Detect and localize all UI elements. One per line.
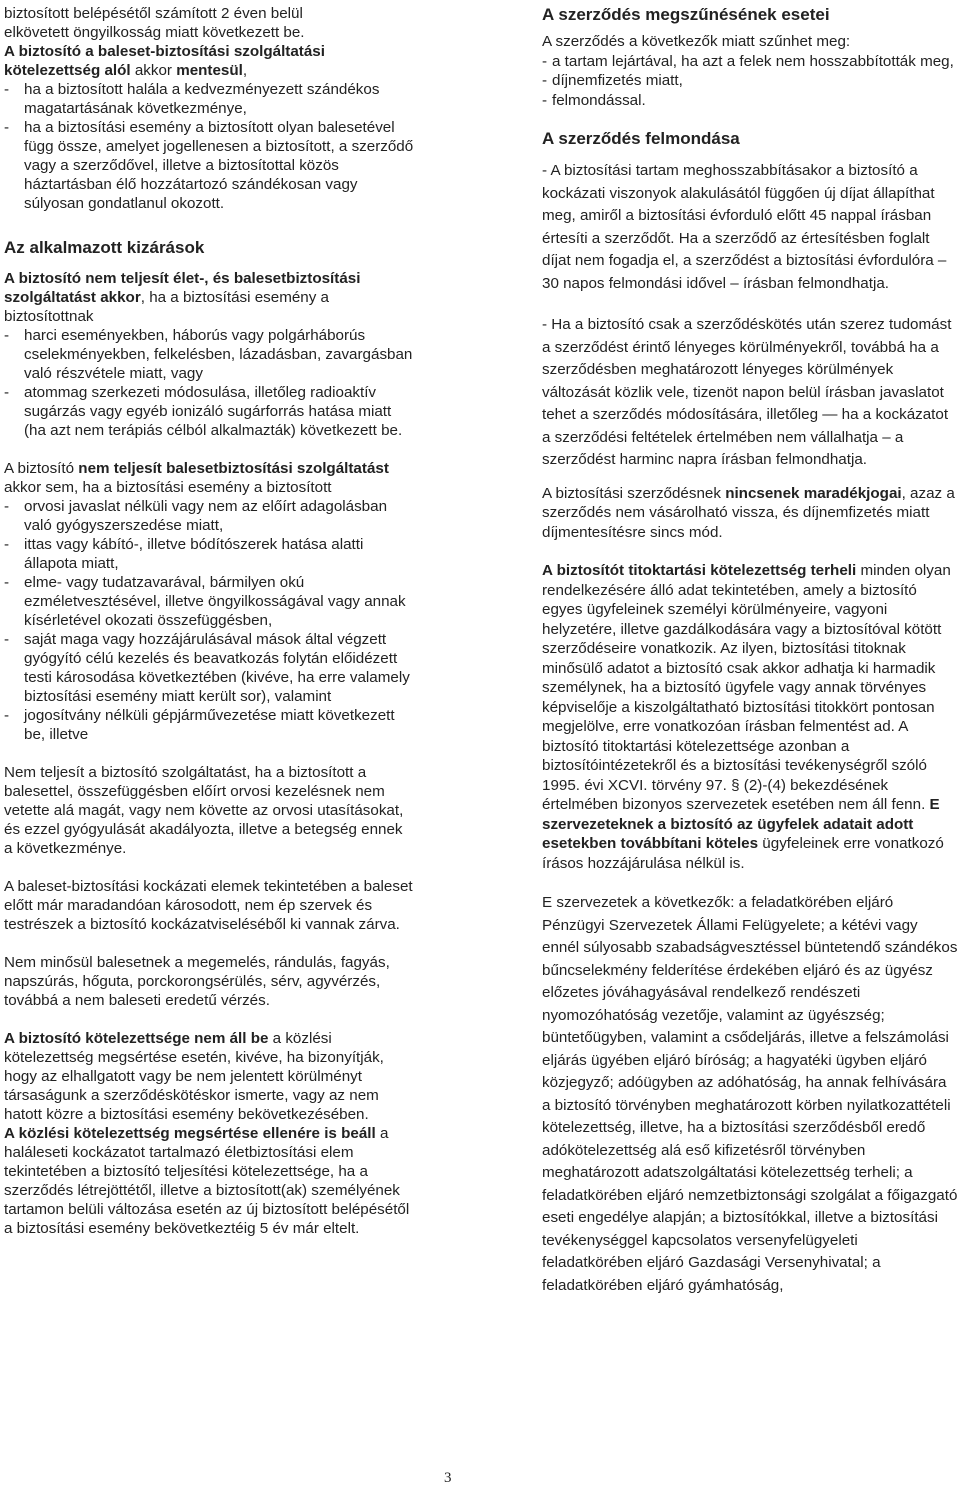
termination-item-text: felmondással. bbox=[552, 91, 646, 109]
disclosure-bold: A biztosító kötelezettsége nem áll be bbox=[4, 1030, 269, 1047]
cancellation-paragraph-2: - Ha a biztosító csak a szerződéskötés után szerez tudomást a szerződést érintő lényeges körülményekről, továbbá ha a szerződésben meghatározott lényeges körülmények változását közlik vele, tizenöt napon belül írásban javaslatot tehet a szerződés módosítására, illetőleg — ha a kockázatot a szerződési feltételek értelmében nem vállalhatja – a szerződést harminc napra írásban felmondhatja. bbox=[542, 316, 952, 468]
disclosure-plain: a közlési kötelezettség megsértése esetén, kivéve, ha bizonyítják, hogy az elhallgatott vagy be nem jelentett körülményt társaságunk a szerződéskötéskor ismerte, vagy az nem hatott közre a biztosítási esemény bekövetkezésében. bbox=[4, 1030, 384, 1123]
accident-item-text: jogosítvány nélküli gépjárművezetése miatt következett be, illetve bbox=[24, 707, 395, 743]
paragraph-no-residual-rights bbox=[542, 484, 958, 543]
exemption-lead-bold: A biztosító a baleset-biztosítási szolgáltatási kötelezettség alól bbox=[4, 43, 325, 79]
secrecy-bold2: E szervezeteknek a biztosító az ügyfelek adatait adott esetekben továbbítani köteles bbox=[542, 796, 940, 852]
exemption-item: - ha a biztosítási esemény a biztosított olyan balesetével függ össze, amelyet jogellenesen a biztosított, a szerződő vagy a szerződővel, illetve a biztosítottal közös háztartásban élő hozzátartozó szándékosan vagy súlyosan gondatlanul okozott. bbox=[4, 119, 414, 212]
exclusion-item: - atommag szerkezeti módosulása, illetőleg radioaktív sugárzás vagy egyéb ionizáló sugárforrás hatása miatt (ha azt nem terápiás célból alkalmazták) következett be. bbox=[4, 384, 403, 439]
secrecy-plain: minden olyan rendelkezésére álló adat tekintetében, amely a biztosító egyes ügyfeleinek személyi körülményeire, vagyoni helyzetére, illetve gazdálkodására vagy a biztosítóval kötött szerződéseire vonatkozik. Az ilyen, biztosítási titoknak minősülő adatot a biztosító csak akkor adhatja ki harmadik személynek, ha a biztosító ügyfele vagy annak törvényes képviselője a kiszolgáltatható biztosítási titokkört pontosan megjelölve, erre vonatkozóan írásban felmentést ad. A biztosító titoktartási kötelezettsége azonban a biztosítóintézetekről és a biztosítási tevékenységről szóló 1995. évi XCVI. törvény 97. § (2)-(4) bekezdésének értelmében bizonyos szervezetek esetében nem áll fenn. bbox=[542, 562, 951, 813]
termination-item: - díjnemfizetés miatt, bbox=[542, 72, 683, 89]
residual-bold: nincsenek maradékjogai bbox=[725, 484, 902, 502]
exclusions-accident-plain2: akkor sem, ha a biztosítási esemény a biztosított bbox=[4, 479, 332, 496]
paragraph-damaged-organs: A baleset-biztosítási kockázati elemek tekintetében a baleset előtt már maradandóan károsodott, nem ép szervek és testrészek a biztosító kockázatviseléséből ki vannak zárva. bbox=[4, 878, 413, 933]
exclusions-life-bold: A biztosító nem teljesít élet-, és balesetbiztosítási szolgáltatást akkor bbox=[4, 270, 361, 306]
termination-item: - felmondással. bbox=[542, 91, 646, 109]
accident-item-text: elme- vagy tudatzavarával, bármilyen okú ezméletvesztésével, illetve öngyilkosságával vagy annak kísérletével okozati összefüggésben, bbox=[24, 574, 406, 629]
accident-item: - jogosítvány nélküli gépjárművezetése miatt következett be, illetve bbox=[4, 707, 395, 743]
page-number: 3 bbox=[444, 1470, 452, 1486]
exemption-lead-plain: akkor bbox=[130, 62, 177, 79]
paragraph-exclusions-life bbox=[4, 269, 414, 326]
accident-item: - saját maga vagy hozzájárulásával mások által végzett gyógyító célú kezelés és beavatkozás folytán előidézett testi károsodása következtében (kivéve, ha erre valamely biztosítási esemény miatt került sor), valamint bbox=[4, 631, 410, 705]
intro-line-1: biztosított belépésétől számított 2 éven belül bbox=[4, 5, 303, 22]
heading-exclusions: Az alkalmazott kizárások bbox=[4, 238, 205, 257]
heading-cancellation: A szerződés felmondása bbox=[542, 129, 740, 148]
secrecy-plain2: ügyfeleinek erre vonatkozó írásos hozzájárulása nélkül is. bbox=[542, 835, 944, 872]
right-column bbox=[542, 4, 958, 1297]
paragraph-disclosure-exception bbox=[4, 1124, 414, 1238]
accident-item-text: ittas vagy kábító-, illetve bódítószerek hatása alatti állapota miatt, bbox=[24, 536, 364, 572]
exemption-item: - ha a biztosított halála a kedvezményezett szándékos magatartásának következménye, bbox=[4, 81, 380, 117]
paragraph-exclusions-accident bbox=[4, 459, 414, 497]
paragraph-not-accident: Nem minősül balesetnek a megemelés, rándulás, fagyás, napszúrás, hőguta, porckorongsérülés, sérv, agyvérzés, továbbá a nem baleseti eredetű vérzés. bbox=[4, 954, 390, 1009]
accident-item-text: saját maga vagy hozzájárulásával mások által végzett gyógyító célú kezelés és beavatkozás folytán előidézett testi károsodása következtében (kivéve, ha erre valamely biztosítási esemény miatt került sor), valamint bbox=[24, 631, 410, 705]
termination-item-text: a tartam lejártával, ha azt a felek nem hosszabbították meg, bbox=[552, 52, 954, 70]
accident-item-text: orvosi javaslat nélküli vagy nem az előírt adagolásban való gyógyszerszedése miatt, bbox=[24, 498, 388, 534]
exemption-lead-bold2: mentesül bbox=[176, 62, 243, 79]
exclusion-item: - harci eseményekben, háborús vagy polgárháborús cselekményekben, felkelésben, lázadásban, zavargásban való részvétele miatt, vagy bbox=[4, 327, 413, 382]
paragraph-exemption bbox=[4, 42, 414, 80]
secrecy-bold: A biztosítót titoktartási kötelezettség terheli bbox=[542, 562, 857, 579]
exclusions-life-plain: , ha a biztosítási esemény a biztosítottnak bbox=[4, 289, 330, 325]
exemption-item-text: ha a biztosítási esemény a biztosított olyan balesetével függ össze, amelyet jogellenesen a biztosított, a szerződő vagy a szerződővel, illetve a biztosítottal közös háztartásban élő hozzátartozó szándékosan vagy súlyosan gondatlanul okozott. bbox=[24, 119, 414, 212]
paragraph-treatment: Nem teljesít a biztosító szolgáltatást, ha a biztosított a balesettel, összefüggésben előírt orvosi kezelésnek nem vetette alá magát, vagy nem követte az orvosi utasításokat, és ezzel gyógyulását akadályozta, illetve a betegség ennek a következménye. bbox=[4, 764, 404, 857]
exclusions-accident-plain1: A biztosító bbox=[4, 460, 79, 477]
residual-plain1: A biztosítási szerződésnek bbox=[542, 484, 726, 502]
termination-item: - a tartam lejártával, ha azt a felek nem hosszabbították meg, bbox=[542, 52, 954, 70]
disclosure-exception-plain: a haláleseti kockázatot tartalmazó életbiztosítási elem tekintetében a biztosító teljesítési kötelezettsége, ha a szerződés létrejöttétől, illetve a biztosított(ak) személyének tartamon belüli változása esetén az új biztosított belépésétől a biztosítási esemény bekövetkeztéig 5 év már eltelt. bbox=[4, 1125, 410, 1237]
paragraph-intro bbox=[4, 4, 414, 42]
exemption-item-text: ha a biztosított halála a kedvezményezett szándékos magatartásának következménye, bbox=[24, 81, 380, 117]
exclusion-item-text: atommag szerkezeti módosulása, illetőleg radioaktív sugárzás vagy egyéb ionizáló sugárforrás hatása miatt (ha azt nem terápiás célból alkalmazták) következett be. bbox=[24, 384, 403, 439]
intro-line-2: elkövetett öngyilkosság miatt következett be. bbox=[4, 24, 305, 41]
accident-item: - orvosi javaslat nélküli vagy nem az előírt adagolásban való gyógyszerszedése miatt, bbox=[4, 498, 388, 534]
termination-intro: A szerződés a következők miatt szűnhet meg: bbox=[542, 33, 851, 50]
left-column bbox=[4, 4, 414, 1238]
accident-item: - elme- vagy tudatzavarával, bármilyen okú ezméletvesztésével, illetve öngyilkosságával vagy annak kísérletével okozati összefüggésben, bbox=[4, 574, 406, 629]
exclusions-accident-bold: nem teljesít balesetbiztosítási szolgáltatást bbox=[78, 460, 389, 477]
residual-plain2: , azaz a szerződés nem vásárolható vissza, és díjnemfizetés miatt díjmentesítésre sincs mód. bbox=[542, 484, 955, 541]
paragraph-organisations: E szervezetek a következők: a feladatkörében eljáró Pénzügyi Szervezetek Állami Felügyelete; a kétévi vagy ennél súlyosabb szabadságvesztéssel büntetendő szándékos bűncselekmény felderítése érdekében eljáró és az ügyész előzetes jóváhagyásával rendelkező rendészeti nyomozóhatóság vezetője, valamint az ügyészség; büntetőügyben, valamint a csődeljárás, illetve a felszámolási eljárás ügyében eljáró bíróság; a hagyatéki ügyben eljáró közjegyző; adóügyben az adóhatóság, ha annak felhívására a biztosító törvényben meghatározott körben nyilatkozattételi kötelezettség, illetve, ha a biztosítási szerződésből eredő adókötelezettség alá eső kifizetésről törvényben meghatározott adatszolgáltatási kötelezettség terheli; a feladatkörében eljáró nemzetbiztonsági szolgálat a főigazgató eseti engedélye alapján; a biztosítókkal, illetve a biztosítási tevékenységgel kapcsolatos versenyfelügyeleti feladatkörében eljáró Gazdasági Versenyhivatal; a feladatkörében eljáró gyámhatóság, bbox=[542, 894, 958, 1294]
accident-item: - ittas vagy kábító-, illetve bódítószerek hatása alatti állapota miatt, bbox=[4, 536, 364, 572]
exemption-lead-tail: , bbox=[242, 62, 248, 79]
paragraph-secrecy bbox=[542, 561, 958, 873]
termination-item-text: díjnemfizetés miatt, bbox=[552, 72, 683, 89]
paragraph-disclosure bbox=[4, 1029, 414, 1124]
heading-termination: A szerződés megszűnésének esetei bbox=[542, 5, 830, 24]
disclosure-exception-bold: A közlési kötelezettség megsértése ellenére is beáll bbox=[4, 1125, 376, 1142]
exclusion-item-text: harci eseményekben, háborús vagy polgárháborús cselekményekben, felkelésben, lázadásban, zavargásban való részvétele miatt, vagy bbox=[24, 327, 413, 382]
cancellation-paragraph-1: - A biztosítási tartam meghosszabbításakor a biztosító a kockázati viszonyok alakulásától függően új díjat állapíthat meg, amiről a biztosítási évforduló előtt 45 nappal írásban értesíti a szerződőt. Ha a szerződő az értesítésben foglalt díjat nem fogadja el, a szerződést a biztosítási évfordulóra – 30 napos felmondási idővel – írásban felmondhatja. bbox=[542, 162, 947, 292]
